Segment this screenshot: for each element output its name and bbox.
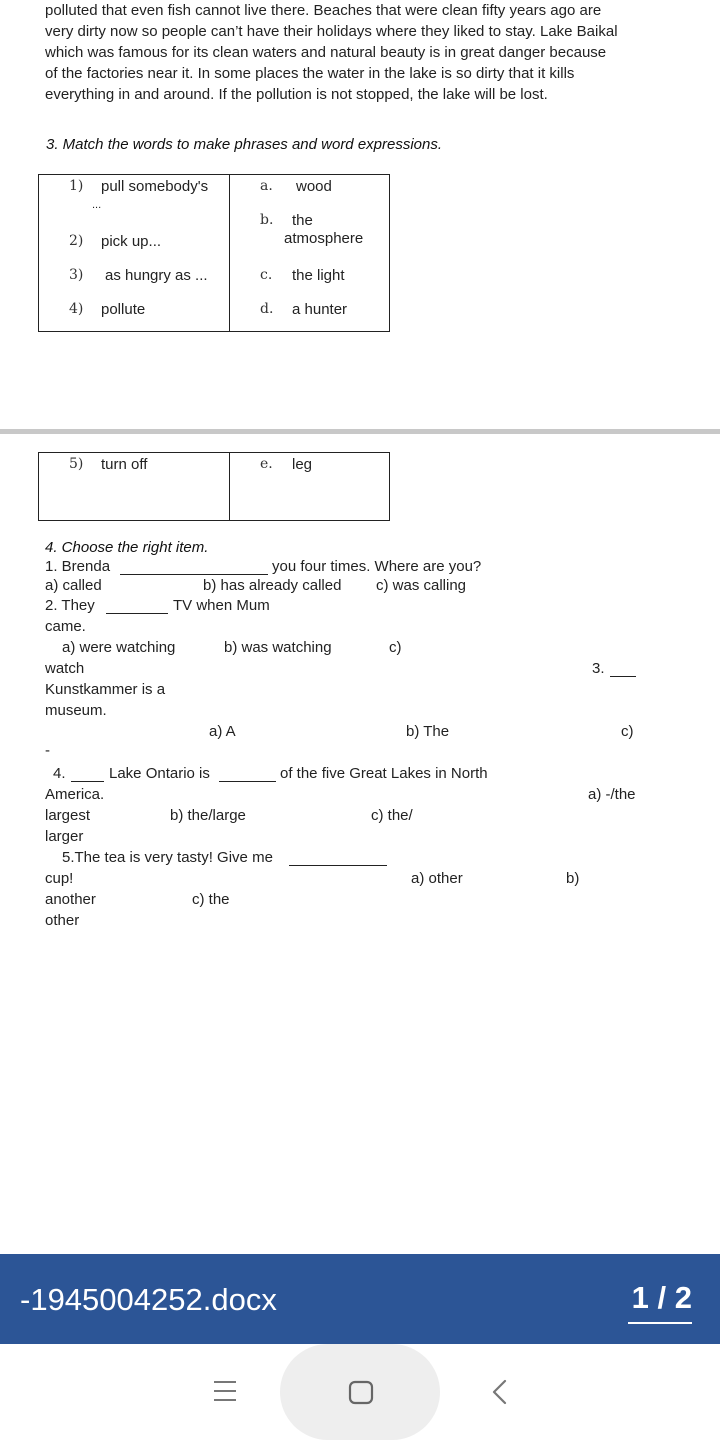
option: a) -/the	[588, 786, 636, 803]
question-4-number: 4.	[53, 765, 66, 782]
match-right-item: the light	[292, 267, 345, 284]
question-4: Lake Ontario is	[109, 765, 210, 782]
question-1-rest: you four times. Where are you?	[272, 558, 482, 575]
option-cont: larger	[45, 828, 84, 845]
option: c) the/	[371, 807, 413, 824]
match-table-continued	[38, 452, 390, 521]
match-left-item: pull somebody's	[101, 178, 209, 195]
recents-icon[interactable]	[212, 1378, 238, 1404]
match-letter: d.	[260, 301, 274, 317]
question-2: 2. They	[45, 597, 95, 614]
option: c) was calling	[376, 577, 467, 594]
reading-paragraph	[45, 0, 685, 105]
question-2-rest: TV when Mum	[173, 597, 270, 614]
table-divider	[229, 452, 230, 521]
option: c)	[621, 723, 634, 740]
page-indicator[interactable]: 1 / 2	[631, 1280, 692, 1315]
page-separator	[0, 429, 720, 434]
option: b) has already called	[203, 577, 342, 594]
match-left-item: pollute	[101, 301, 146, 318]
match-right-item: leg	[292, 456, 313, 473]
paragraph-line: everything in and around. If the pollution is not stopped, the lake will be lost.	[45, 86, 548, 103]
option: b)	[566, 870, 580, 887]
match-right-item-cont: atmosphere	[284, 230, 364, 247]
match-letter: e.	[260, 456, 273, 472]
question-3: Kunstkammer is a	[45, 681, 166, 698]
question-5-end: cup!	[45, 870, 74, 887]
question-5: 5.The tea is very tasty! Give me	[62, 849, 273, 866]
match-right-item: wood	[296, 178, 332, 195]
option-cont: -	[45, 742, 50, 759]
option: b) was watching	[224, 639, 332, 656]
question-4-end: America.	[45, 786, 105, 803]
match-number: 1)	[69, 178, 84, 194]
option-cont: largest	[45, 807, 91, 824]
option: a) called	[45, 577, 102, 594]
match-number: 4)	[69, 301, 84, 317]
home-icon[interactable]	[347, 1380, 375, 1406]
paragraph-line: of the factories near it. In some places the water in the lake is so dirty that it kills	[45, 65, 575, 82]
answer-blank	[289, 865, 387, 866]
paragraph-line: polluted that even fish cannot live there. Beaches that were clean fifty years ago are	[45, 2, 602, 19]
page-indicator-underline	[628, 1322, 692, 1324]
task4-heading: 4. Choose the right item.	[45, 539, 209, 556]
answer-blank	[120, 574, 268, 575]
match-left-item: turn off	[101, 456, 148, 473]
option: b) the/large	[170, 807, 246, 824]
back-icon[interactable]	[488, 1378, 512, 1406]
question-1: 1. Brenda	[45, 558, 111, 575]
answer-blank	[610, 676, 636, 677]
answer-blank	[106, 613, 168, 614]
answer-blank	[219, 781, 276, 782]
option: a) A	[209, 723, 236, 740]
option: a) were watching	[62, 639, 176, 656]
option: b) The	[406, 723, 450, 740]
question-4-rest: of the five Great Lakes in North	[280, 765, 488, 782]
option: a) other	[411, 870, 463, 887]
match-left-item: as hungry as ...	[105, 267, 208, 284]
match-number: 2)	[69, 233, 84, 249]
match-right-item: the	[292, 212, 313, 229]
question-3-number: 3.	[592, 660, 605, 677]
option-cont: other	[45, 912, 80, 929]
document-filename: -1945004252.docx	[20, 1282, 277, 1317]
option-cont: another	[45, 891, 96, 908]
table-divider	[229, 174, 230, 332]
match-number: 3)	[69, 267, 84, 283]
match-letter: b.	[260, 212, 274, 228]
match-left-ellipsis: ...	[92, 199, 102, 211]
match-right-item: a hunter	[292, 301, 348, 318]
question-3-end: museum.	[45, 702, 107, 719]
option: c)	[389, 639, 402, 656]
paragraph-line: which was famous for its clean waters and natural beauty is in great danger because	[45, 44, 607, 61]
answer-blank	[71, 781, 104, 782]
task3-heading: 3. Match the words to make phrases and word expressions.	[46, 136, 443, 153]
match-letter: c.	[260, 267, 273, 283]
match-letter: a.	[260, 178, 273, 194]
document-info-bar	[0, 1254, 720, 1344]
option-cont: watch	[45, 660, 85, 677]
system-navigation-bar	[0, 1344, 720, 1440]
option: c) the	[192, 891, 230, 908]
match-number: 5)	[69, 456, 84, 472]
paragraph-line: very dirty now so people can’t have their holidays where they liked to stay. Lake Baikal	[45, 23, 618, 40]
match-left-item: pick up...	[101, 233, 162, 250]
question-2-end: came.	[45, 618, 86, 635]
